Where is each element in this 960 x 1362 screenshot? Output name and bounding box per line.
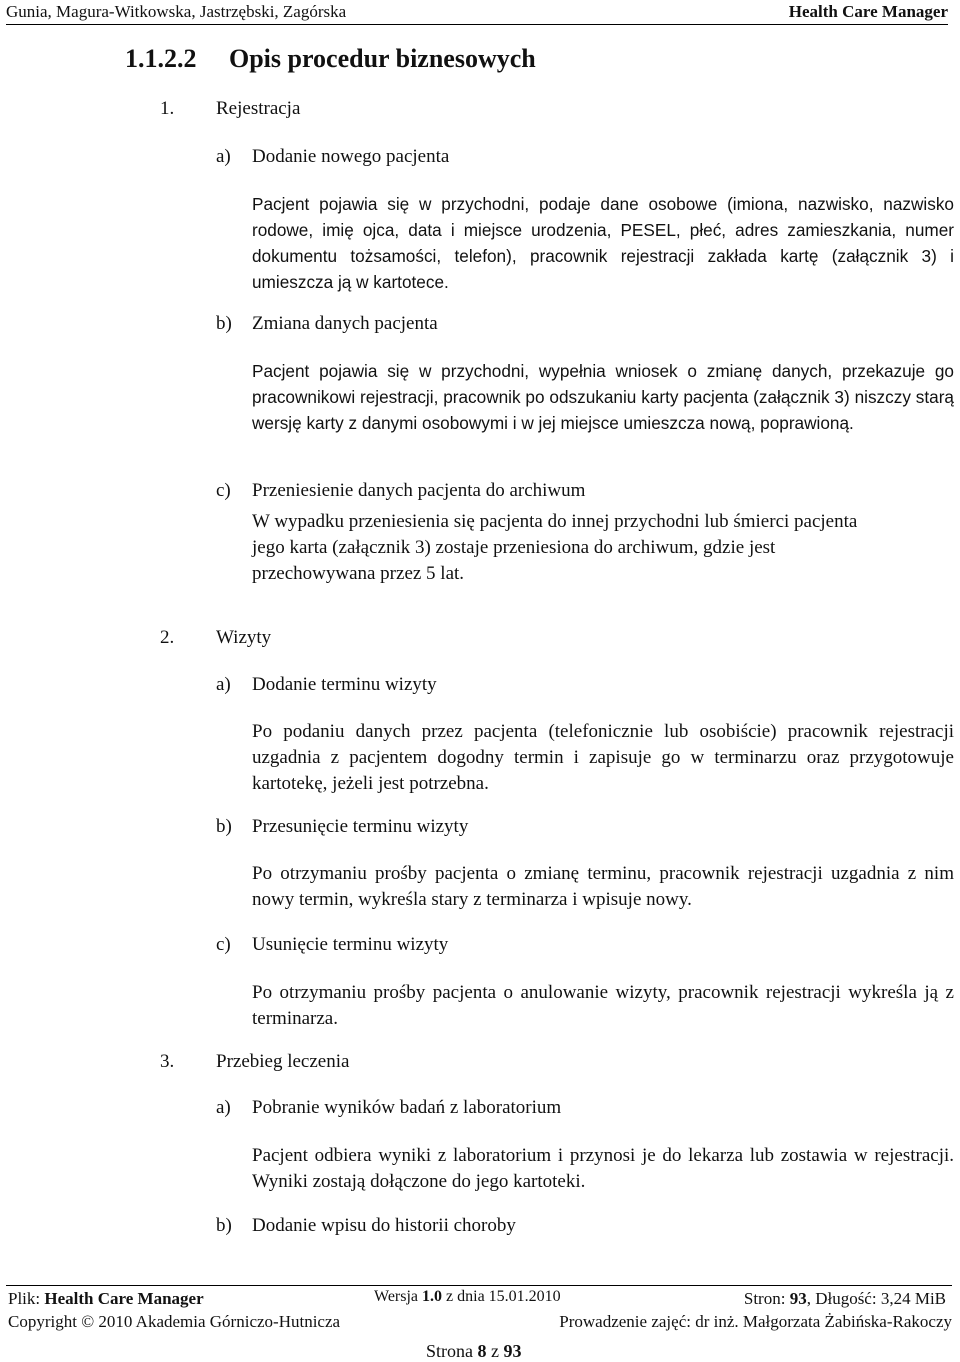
subitem-letter: c) xyxy=(216,480,231,501)
total-pages: 93 xyxy=(503,1341,522,1361)
footer-copyright: Copyright © 2010 Akademia Górniczo-Hutnicza xyxy=(8,1312,341,1331)
subitem-title: Przeniesienie danych pacjenta do archiwum xyxy=(252,480,586,501)
item-number: 1. xyxy=(160,98,175,119)
paragraph: Po podaniu danych przez pacjenta (telefonicznie lub osobiście) pracownik rejestracji uzgadnia z pacjentem dogodny termin i zapisuje go w terminarzu oraz przygotowuje kartotekę, jeżeli jest potrzebna. xyxy=(252,721,954,794)
file-name: Health Care Manager xyxy=(44,1289,204,1308)
file-length: , Długość: 3,24 MiB xyxy=(806,1289,946,1308)
footer-divider xyxy=(6,1285,952,1286)
item-number: 2. xyxy=(160,627,175,648)
subitem-heading xyxy=(216,934,448,956)
header-authors: Gunia, Magura-Witkowska, Jastrzębski, Zagórska xyxy=(6,2,347,21)
paragraph: Po otrzymaniu prośby pacjenta o anulowanie wizyty, pracownik rejestracji wykreśla ją z terminarza. xyxy=(252,982,954,1029)
subitem-heading xyxy=(216,480,585,502)
page-header xyxy=(6,0,948,25)
list-item-visits xyxy=(160,627,271,649)
item-title: Przebieg leczenia xyxy=(216,1051,350,1072)
subitem-title: Zmiana danych pacjenta xyxy=(252,313,438,334)
item-title: Rejestracja xyxy=(216,98,301,119)
of-label: z xyxy=(486,1341,504,1361)
paragraph: W wypadku przeniesienia się pacjenta do innej przychodni lub śmierci pacjenta jego karta (załącznik 3) zostaje przeniesiona do archiwum, gdzie jest przechowywana przez 5 lat. xyxy=(252,511,858,584)
footer-version xyxy=(374,1288,561,1306)
current-page: 8 xyxy=(477,1341,487,1361)
subitem-letter: a) xyxy=(216,1097,231,1118)
subitem-heading xyxy=(216,816,468,838)
list-item-treatment xyxy=(160,1051,349,1073)
version-number: 1.0 xyxy=(422,1288,443,1305)
subitem-heading xyxy=(216,674,437,696)
subitem-letter: c) xyxy=(216,934,231,955)
paragraph: Po otrzymaniu prośby pacjenta o zmianę terminu, pracownik rejestracji uzgadnia z nim nowy termin, wykreśla stary z terminarza i wpisuje nowy. xyxy=(252,863,954,910)
subitem-title: Dodanie nowego pacjenta xyxy=(252,146,450,167)
item-number: 3. xyxy=(160,1051,175,1072)
pages-label: Stron: xyxy=(743,1289,790,1308)
subitem-heading xyxy=(216,1097,561,1119)
paragraph: Pacjent pojawia się w przychodni, wypełnia wniosek o zmianę danych, przekazuje go pracownikowi rejestracji, pracownik po odszukaniu karty pacjenta (załącznik 3) niszczy starą wersję karty z danymi osobowymi i w jej miejsce umieszcza nową, poprawioną. xyxy=(252,361,954,433)
file-label: Plik: xyxy=(8,1289,45,1308)
subitem-heading xyxy=(216,1215,516,1237)
list-item-registration xyxy=(160,98,300,120)
subitem-title: Pobranie wyników badań z laboratorium xyxy=(252,1097,562,1118)
header-title: Health Care Manager xyxy=(788,2,948,21)
section-number: 1.1.2.2 xyxy=(125,44,197,73)
section-heading xyxy=(125,44,536,74)
subitem-title: Usunięcie terminu wizyty xyxy=(252,934,449,955)
section-title: Opis procedur biznesowych xyxy=(229,44,536,73)
item-title: Wizyty xyxy=(216,627,272,648)
footer-file xyxy=(8,1289,204,1309)
footer-instructor: Prowadzenie zajęć: dr inż. Małgorzata Żabińska-Rakoczy xyxy=(559,1312,952,1331)
subitem-heading xyxy=(216,146,449,168)
page-label: Strona xyxy=(426,1341,478,1361)
footer-pages xyxy=(744,1289,946,1309)
subitem-letter: b) xyxy=(216,313,232,334)
paragraph: Pacjent odbiera wyniki z laboratorium i przynosi je do lekarza lub zostawia w rejestracji. Wyniki zostają dołączone do jego kartoteki. xyxy=(252,1145,954,1192)
subitem-title: Przesunięcie terminu wizyty xyxy=(252,816,469,837)
subitem-heading xyxy=(216,313,438,335)
page-footer xyxy=(6,1285,952,1361)
subitem-letter: b) xyxy=(216,816,232,837)
version-date: z dnia 15.01.2010 xyxy=(442,1288,561,1305)
subitem-letter: a) xyxy=(216,674,231,695)
page-number xyxy=(426,1341,522,1362)
subitem-letter: a) xyxy=(216,146,231,167)
version-label: Wersja xyxy=(374,1288,423,1305)
paragraph: Pacjent pojawia się w przychodni, podaje dane osobowe (imiona, nazwisko, nazwisko rodowe, imię ojca, data i miejsce urodzenia, PESEL, płeć, adres zamieszkania, numer dokumentu tożsamości, telefon), pracownik rejestracji zakłada kartę (załącznik 3) i umieszcza ją w kartotece. xyxy=(252,194,954,292)
subitem-letter: b) xyxy=(216,1215,232,1236)
pages-count: 93 xyxy=(789,1289,807,1308)
subitem-title: Dodanie wpisu do historii choroby xyxy=(252,1215,516,1236)
subitem-title: Dodanie terminu wizyty xyxy=(252,674,437,695)
